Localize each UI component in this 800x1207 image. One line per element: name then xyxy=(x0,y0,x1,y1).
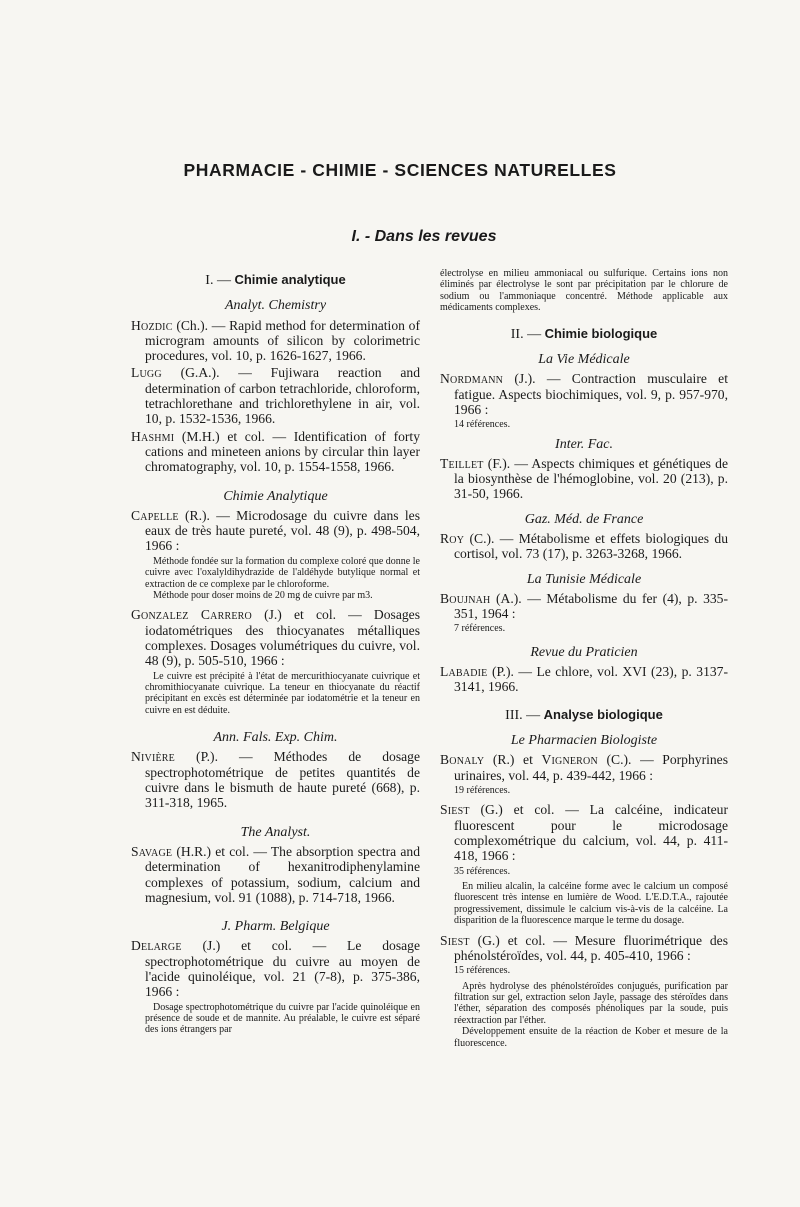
author-name: Hashmi xyxy=(131,428,175,444)
entry-note: Dosage spectrophotométrique du cuivre par l'acide quinoléique en présence de soude et de mannite. Au préalable, le cuivre est séparé des ions étrangers par xyxy=(145,1001,420,1036)
journal-title: Chimie Analytique xyxy=(223,488,328,504)
bibliography-entry: Gonzalez Carrero (J.) et col. — Dosages iodatométriques des thiocyanates métalliques complexes. Dosages volumétriques du cuivre, vol. 48 (9), p. 505-510, 1966 : xyxy=(131,607,420,669)
author-name: Gonzalez Carrero xyxy=(131,607,252,623)
bibliography-entry: Nordmann (J.). — Contraction musculaire et fatigue. Aspects biochimiques, vol. 9, p. 957-970, 1966 : xyxy=(440,371,728,417)
journal-title: Analyt. Chemistry xyxy=(224,298,327,314)
bibliography-entry: Siest (G.) et col. — La calcéine, indicateur fluorescent pour le microdosage complexométrique du calcium, vol. 44, p. 411-418, 1966 : xyxy=(440,802,728,864)
entry-note: Méthode fondée sur la formation du complexe coloré que donne le cuivre avec l'oxalyldihydrazide de l'aldéhyde butylique normal et extraction de ce complexe par le chloroforme. Méthode pour doser moins de 20 mg de cuivre par m3. xyxy=(145,555,420,601)
part-title: I. - Dans les revues xyxy=(351,228,497,245)
continued-note: électrolyse en milieu ammoniacal ou sulfurique. Certains ions non éliminés par électrolyse le sont par précipitation par le chlorure de sodium ou l'ammoniaque concentré. Méthode applicable aux médicaments complexes. xyxy=(440,268,728,314)
journal-title: J. Pharm. Belgique xyxy=(221,919,330,935)
bibliography-entry: Boujnah (A.). — Métabolisme du fer (4), p. 335-351, 1964 : xyxy=(440,590,728,622)
entry-note: 35 références. En milieu alcalin, la calcéine forme avec le calcium un composé fluorescent très intense en lumière de Wood. L'E.D.T.A., rajoutée progressivement, dissimule le calcium vis-à-vis de la calcéine. La disparition de la fluorescence marque le terme du dosage. xyxy=(454,865,728,927)
entry-note: 15 références. Après hydrolyse des phénolstéroïdes conjugués, purification par filtration sur gel, extraction selon Jayle, passage des stéroïdes dans l'éther, séparation des composés phénoliques par la soude, puis réextraction par l'éther. Développement ensuite de la réaction de Kober et mesure de la fluorescence. xyxy=(454,965,728,1049)
right-column xyxy=(440,268,728,1049)
author-name: Delarge xyxy=(131,938,182,954)
bibliography-entry: Teillet (F.). — Aspects chimiques et génétiques de la biosynthèse de l'hémoglobine, vol. 20 (213), p. 31-50, 1966. xyxy=(440,455,728,502)
journal-title: Gaz. Méd. de France xyxy=(524,511,644,527)
author-name: Nivière xyxy=(131,749,175,765)
author-name: Vigneron xyxy=(541,752,598,768)
journal-title: Le Pharmacien Biologiste xyxy=(510,733,658,749)
journal-title: La Tunisie Médicale xyxy=(526,571,642,587)
author-name: Nordmann xyxy=(440,371,504,387)
bibliography-entry: Hashmi (M.H.) et col. — Identification of forty cations and mineteen anions by circular thin layer chromatography, vol. 10, p. 1554-1558, 1966. xyxy=(131,428,420,475)
journal-title: Revue du Praticien xyxy=(530,644,638,660)
bibliography-entry: Capelle (R.). — Microdosage du cuivre dans les eaux de très haute pureté, vol. 48 (9), p. 498-504, 1966 : xyxy=(131,507,420,554)
author-name: Siest xyxy=(440,802,470,818)
page-title: PHARMACIE - CHIMIE - SCIENCES NATURELLES xyxy=(183,160,617,180)
entry-note: Le cuivre est précipité à l'état de mercurithiocyanate cuivrique et chromithiocyanate cuivrique. La teneur en thiocyanate du réactif précipitant en excès est déterminée par iodatométrie et la teneur en cuivre en est déduite. xyxy=(145,670,420,716)
journal-title: La Vie Médicale xyxy=(538,351,630,367)
author-name: Capelle xyxy=(131,507,179,523)
author-name: Boujnah xyxy=(440,590,491,606)
section-heading-chimie-biologique: II. — Chimie biologique xyxy=(510,325,658,342)
author-name: Lugg xyxy=(131,365,162,381)
author-name: Labadie xyxy=(440,664,488,680)
section-heading-analyse-biologique: III. — Analyse biologique xyxy=(505,706,663,723)
author-name: Hozdic xyxy=(131,317,173,333)
reference-count: 19 références. xyxy=(454,784,511,796)
bibliography-entry: Siest (G.) et col. — Mesure fluorimétrique des phénolstéroïdes, vol. 44, p. 405-410, 1966 : xyxy=(440,932,728,963)
author-name: Savage xyxy=(131,843,173,859)
bibliography-entry: Lugg (G.A.). — Fujiwara reaction and determination of carbon tetrachloride, chloroform, tetrachlorethane and trichlorethylene in air, vol. 10, p. 1532-1536, 1966. xyxy=(131,365,420,427)
author-name: Siest xyxy=(440,932,470,948)
section-heading-chimie-analytique: I. — Chimie analytique xyxy=(205,272,346,288)
reference-count: 7 références. xyxy=(454,623,506,635)
author-name: Roy xyxy=(440,531,465,546)
bibliography-entry: Labadie (P.). — Le chlore, vol. XVI (23), p. 3137-3141, 1966. xyxy=(440,664,728,695)
bibliography-entry: Bonaly (R.) et Vigneron (C.). — Porphyrines urinaires, vol. 44, p. 439-442, 1966 : xyxy=(440,752,728,783)
journal-title: Ann. Fals. Exp. Chim. xyxy=(213,730,338,746)
bibliography-entry: Delarge (J.) et col. — Le dosage spectrophotométrique du cuivre au moyen de l'acide quinoléique, vol. 21 (7-8), p. 375-386, 1966 : xyxy=(131,938,420,1000)
reference-count: 14 références. xyxy=(454,419,511,431)
bibliography-entry: Nivière (P.). — Méthodes de dosage spectrophotométrique de petites quantités de cuivre dans le bismuth de haute pureté (668), p. 311-318, 1965. xyxy=(131,749,420,811)
journal-title: Inter. Fac. xyxy=(555,436,613,452)
author-name: Bonaly xyxy=(440,752,485,768)
author-name: Teillet xyxy=(440,455,484,471)
bibliography-entry: Hozdic (Ch.). — Rapid method for determination of microgram amounts of silicon by colorimetric procedures, vol. 10, p. 1626-1627, 1966. xyxy=(131,317,420,364)
bibliography-entry: Savage (H.R.) et col. — The absorption spectra and determination of hexanitrodiphenylamine complexes of potassium, sodium, calcium and magnesium, vol. 91 (1088), p. 714-718, 1966. xyxy=(131,843,420,905)
bibliography-entry: Roy (C.). — Métabolisme et effets biologiques du cortisol, vol. 73 (17), p. 3263-3268, 1966. xyxy=(440,531,728,562)
journal-title: The Analyst. xyxy=(240,824,311,840)
left-column xyxy=(131,268,420,1036)
